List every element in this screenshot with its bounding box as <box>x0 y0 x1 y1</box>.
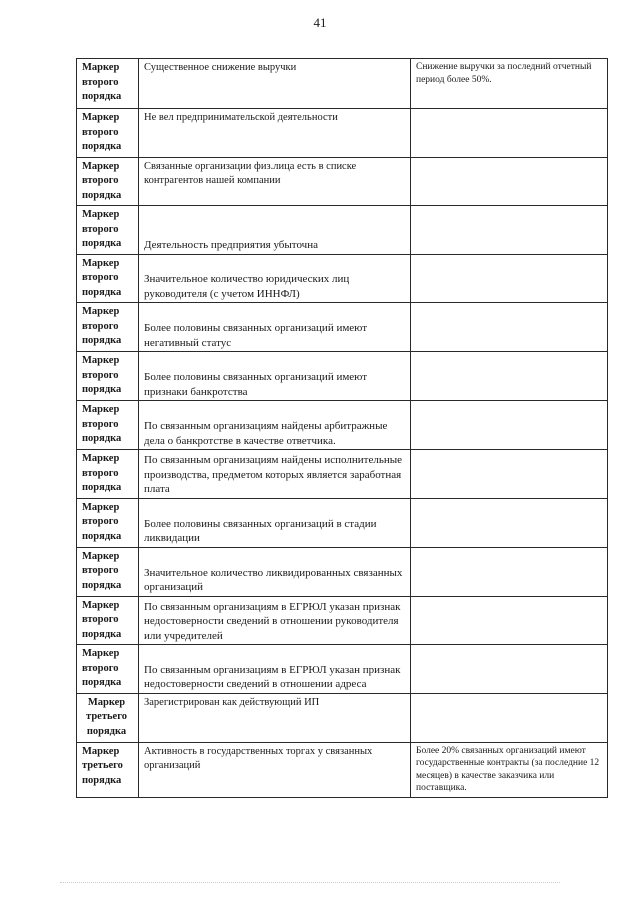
criterion-cell: Не вел предпринимательской деятельности <box>139 109 411 158</box>
marker-level-cell: Маркер второго порядка <box>77 303 139 352</box>
note-cell <box>411 157 608 206</box>
table-row <box>77 450 608 499</box>
table-row <box>77 596 608 645</box>
criterion-cell: Деятельность предприятия убыточна <box>139 206 411 255</box>
table-row <box>77 352 608 401</box>
marker-level-cell: Маркер второго порядка <box>77 59 139 109</box>
marker-level-cell: Маркер второго порядка <box>77 645 139 694</box>
criterion-cell: Зарегистрирован как действующий ИП <box>139 693 411 742</box>
note-cell: Снижение выручки за последний отчетный период более 50%. <box>411 59 608 109</box>
marker-level-cell: Маркер второго порядка <box>77 206 139 255</box>
criterion-cell: Более половины связанных организаций имеют негативный статус <box>139 303 411 352</box>
marker-level-cell: Маркер второго порядка <box>77 401 139 450</box>
page-number: 41 <box>313 15 327 30</box>
table-row <box>77 206 608 255</box>
table-row <box>77 498 608 547</box>
criterion-cell: По связанным организациям в ЕГРЮЛ указан признак недостоверности сведений в отношении руководителя или учредителей <box>139 596 411 645</box>
note-cell <box>411 303 608 352</box>
note-cell <box>411 645 608 694</box>
table-row <box>77 303 608 352</box>
note-cell <box>411 401 608 450</box>
criterion-cell: По связанным организациям найдены арбитражные дела о банкротстве в качестве ответчика. <box>139 401 411 450</box>
marker-level-cell: Маркер второго порядка <box>77 498 139 547</box>
criterion-cell: Более половины связанных организаций имеют признаки банкротства <box>139 352 411 401</box>
note-cell <box>411 206 608 255</box>
note-cell <box>411 450 608 499</box>
table-row <box>77 742 608 797</box>
note-cell <box>411 547 608 596</box>
criterion-cell: Активность в государственных торгах у связанных организаций <box>139 742 411 797</box>
table-row <box>77 109 608 158</box>
note-cell <box>411 693 608 742</box>
table-row <box>77 59 608 109</box>
criterion-cell: Более половины связанных организаций в стадии ликвидации <box>139 498 411 547</box>
note-cell: Более 20% связанных организаций имеют государственные контракты (за последние 12 месяцев) в качестве заказчика или поставщика. <box>411 742 608 797</box>
criterion-cell: По связанным организациям в ЕГРЮЛ указан признак недостоверности сведений в отношении адреса <box>139 645 411 694</box>
criterion-cell: Существенное снижение выручки <box>139 59 411 109</box>
table-row <box>77 547 608 596</box>
marker-level-cell: Маркер третьего порядка <box>77 742 139 797</box>
marker-level-cell: Маркер второго порядка <box>77 157 139 206</box>
note-cell <box>411 352 608 401</box>
note-cell <box>411 596 608 645</box>
footer-scan-line <box>60 882 560 883</box>
note-cell <box>411 254 608 303</box>
table-row <box>77 254 608 303</box>
marker-level-cell: Маркер второго порядка <box>77 254 139 303</box>
note-cell <box>411 109 608 158</box>
marker-level-cell: Маркер третьего порядка <box>77 693 139 742</box>
marker-level-cell: Маркер второго порядка <box>77 547 139 596</box>
marker-level-cell: Маркер второго порядка <box>77 109 139 158</box>
marker-level-cell: Маркер второго порядка <box>77 450 139 499</box>
criterion-cell: Значительное количество ликвидированных связанных организаций <box>139 547 411 596</box>
criterion-cell: Связанные организации физ.лица есть в списке контрагентов нашей компании <box>139 157 411 206</box>
table-row <box>77 157 608 206</box>
note-cell <box>411 498 608 547</box>
criterion-cell: По связанным организациям найдены исполнительные производства, предметом которых является заработная плата <box>139 450 411 499</box>
marker-level-cell: Маркер второго порядка <box>77 352 139 401</box>
marker-table <box>76 58 608 798</box>
table-row <box>77 401 608 450</box>
table-row <box>77 645 608 694</box>
table-row <box>77 693 608 742</box>
marker-level-cell: Маркер второго порядка <box>77 596 139 645</box>
criterion-cell: Значительное количество юридических лиц руководителя (с учетом ИННФЛ) <box>139 254 411 303</box>
